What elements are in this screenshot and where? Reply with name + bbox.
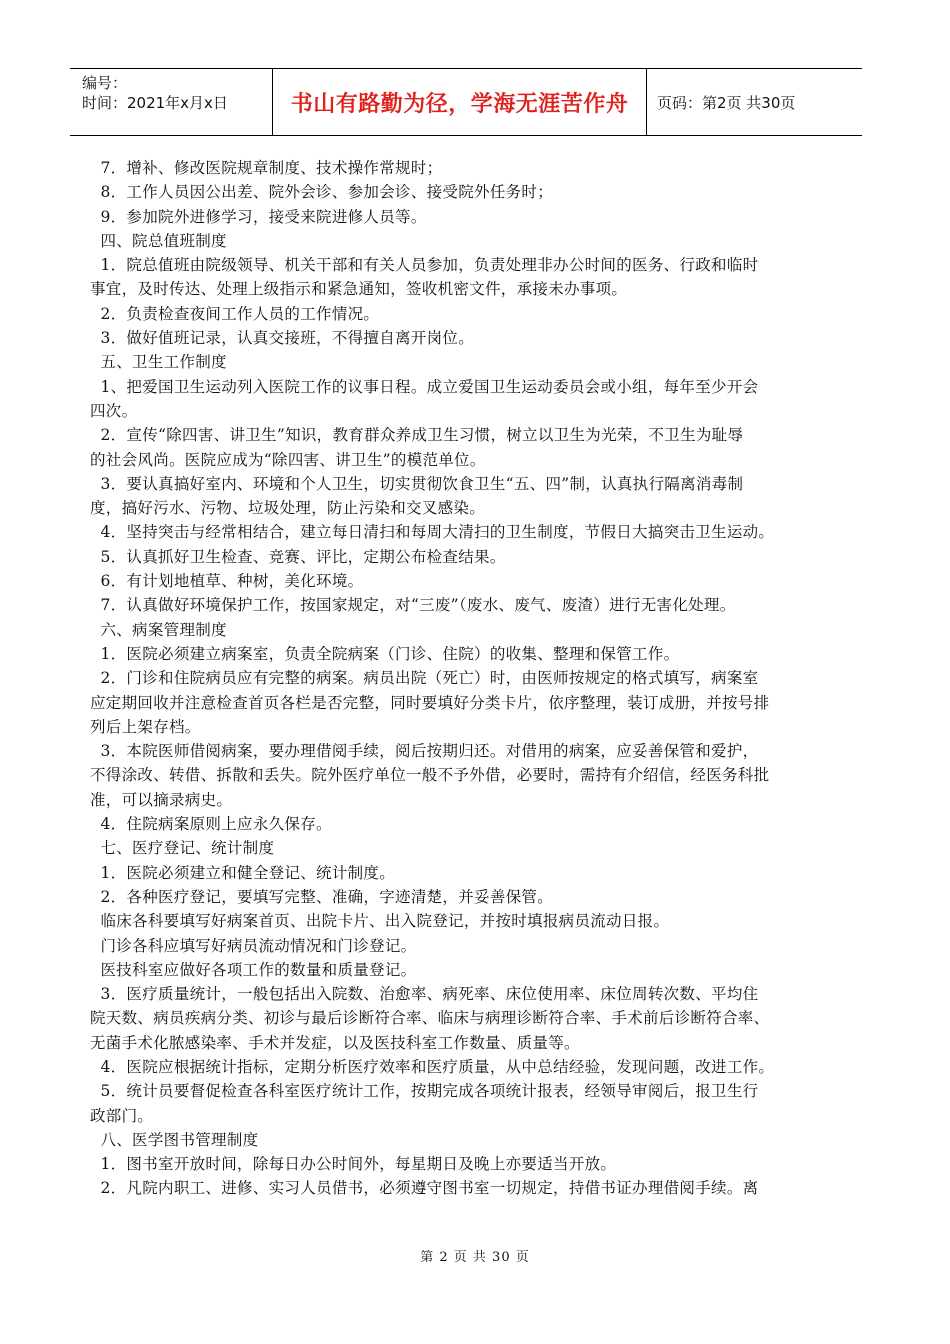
body-text-line: 3．做好值班记录，认真交接班，不得擅自离开岗位。 (90, 329, 475, 348)
body-text-line: 8．工作人员因公出差、院外会诊、参加会诊、接受院外任务时； (90, 183, 554, 202)
body-text-line: 1、把爱国卫生运动列入医院工作的议事日程。成立爱国卫生运动委员会或小组，每年至少开会 (90, 377, 759, 396)
header-left-cell (70, 69, 273, 135)
body-text-line: 1．医院必须建立病案室，负责全院病案（门诊、住院）的收集、整理和保管工作。 (90, 644, 680, 663)
body-text-line: 医技科室应做好各项工作的数量和质量登记。 (90, 960, 417, 979)
body-text-line: 1．医院必须建立和健全登记、统计制度。 (90, 863, 396, 882)
body-text-line: 四次。 (90, 401, 138, 420)
body-text-line: 2．各种医疗登记，要填写完整、准确，字迹清楚，并妥善保管。 (90, 887, 554, 906)
body-text-line: 5．统计员要督促检查各科室医疗统计工作，按期完成各项统计报表，经领导审阅后，报卫生行 (90, 1082, 759, 1101)
body-text-line: 9．参加院外进修学习，接受来院进修人员等。 (90, 207, 427, 226)
body-text-line: 7．认真做好环境保护工作，按国家规定，对“三废”（废水、废气、废渣）进行无害化处理。 (90, 596, 736, 615)
body-text-line: 六、病案管理制度 (90, 620, 227, 639)
header-motto: 书山有路勤为径，学海无涯苦作舟 (273, 69, 647, 135)
body-text-line: 5．认真抓好卫生检查、竞赛、评比，定期公布检查结果。 (90, 547, 506, 566)
body-text-line: 3．本院医师借阅病案，要办理借阅手续，阅后按期归还。对借用的病案，应妥善保管和爱护， (90, 742, 759, 761)
body-text-line: 列后上架存档。 (90, 717, 201, 736)
body-text-line: 无菌手术化脓感染率、手术并发症，以及医技科室工作数量、质量等。 (90, 1033, 580, 1052)
body-text-line: 1．图书室开放时间，除每日办公时间外，每星期日及晚上亦要适当开放。 (90, 1155, 617, 1174)
body-text-line: 事宜，及时传达、处理上级指示和紧急通知，签收机密文件，承接未办事项。 (90, 280, 628, 299)
body-text-line: 2．宣传“除四害、讲卫生”知识，教育群众养成卫生习惯，树立以卫生为光荣，不卫生为耻辱 (90, 426, 744, 445)
header-page-label: 页码：第2页 共30页 (657, 93, 796, 112)
body-text-line: 应定期回收并注意检查首页各栏是否完整，同时要填好分类卡片，依序整理，装订成册，并按号排 (90, 693, 770, 712)
body-text-line: 4．医院应根据统计指标，定期分析医疗效率和医疗质量，从中总结经验，发现问题，改进工作。 (90, 1057, 775, 1076)
body-text-line: 3．要认真搞好室内、环境和个人卫生，切实贯彻饮食卫生“五、四”制，认真执行隔离消毒制 (90, 474, 744, 493)
body-text-line: 四、院总值班制度 (90, 231, 227, 250)
page-footer: 第 2 页 共 30 页 (420, 1250, 530, 1265)
body-text-line: 度，搞好污水、污物、垃圾处理，防止污染和交叉感染。 (90, 499, 486, 518)
body-text-line: 准，可以摘录病史。 (90, 790, 233, 809)
body-text-line: 2．负责检查夜间工作人员的工作情况。 (90, 304, 380, 323)
body-text-line: 五、卫生工作制度 (90, 353, 227, 372)
body-text-line: 临床各科要填写好病案首页、出院卡片、出入院登记，并按时填报病员流动日报。 (90, 912, 670, 931)
body-text-line: 1．院总值班由院级领导、机关干部和有关人员参加，负责处理非办公时间的医务、行政和临时 (90, 256, 759, 275)
body-text-line: 的社会风尚。医院应成为“除四害、讲卫生”的模范单位。 (90, 450, 486, 469)
body-text-line: 4．坚持突击与经常相结合，建立每日清扫和每周大清扫的卫生制度，节假日大搞突击卫生运动。 (90, 523, 775, 542)
body-text-line: 2．门诊和住院病员应有完整的病案。病员出院（死亡）时，由医师按规定的格式填写，病案室 (90, 669, 759, 688)
document-body (90, 156, 835, 1201)
document-number-label: 编号： (82, 74, 128, 92)
body-text-line: 院天数、病员疾病分类、初诊与最后诊断符合率、临床与病理诊断符合率、手术前后诊断符合率、 (90, 1009, 770, 1028)
page-header (70, 68, 862, 136)
body-text-line: 6．有计划地植草、种树，美化环境。 (90, 572, 364, 591)
body-text-line: 八、医学图书管理制度 (90, 1130, 259, 1149)
document-time-label: 时间：2021年x月x日 (82, 94, 228, 112)
body-text-line: 七、医疗登记、统计制度 (90, 839, 275, 858)
body-text-line: 4．住院病案原则上应永久保存。 (90, 815, 332, 834)
body-text-line: 3．医疗质量统计，一般包括出入院数、治愈率、病死率、床位使用率、床位周转次数、平均住 (90, 985, 759, 1004)
body-text-line: 2．凡院内职工、进修、实习人员借书，必须遵守图书室一切规定，持借书证办理借阅手续。离 (90, 1179, 759, 1198)
body-text-line: 7．增补、修改医院规章制度、技术操作常规时； (90, 159, 443, 177)
body-text-line: 门诊各科应填写好病员流动情况和门诊登记。 (90, 936, 417, 955)
body-text-line: 不得涂改、转借、拆散和丢失。院外医疗单位一般不予外借，必要时，需持有介绍信，经医务科批 (90, 766, 770, 785)
body-text-line: 政部门。 (90, 1106, 154, 1125)
